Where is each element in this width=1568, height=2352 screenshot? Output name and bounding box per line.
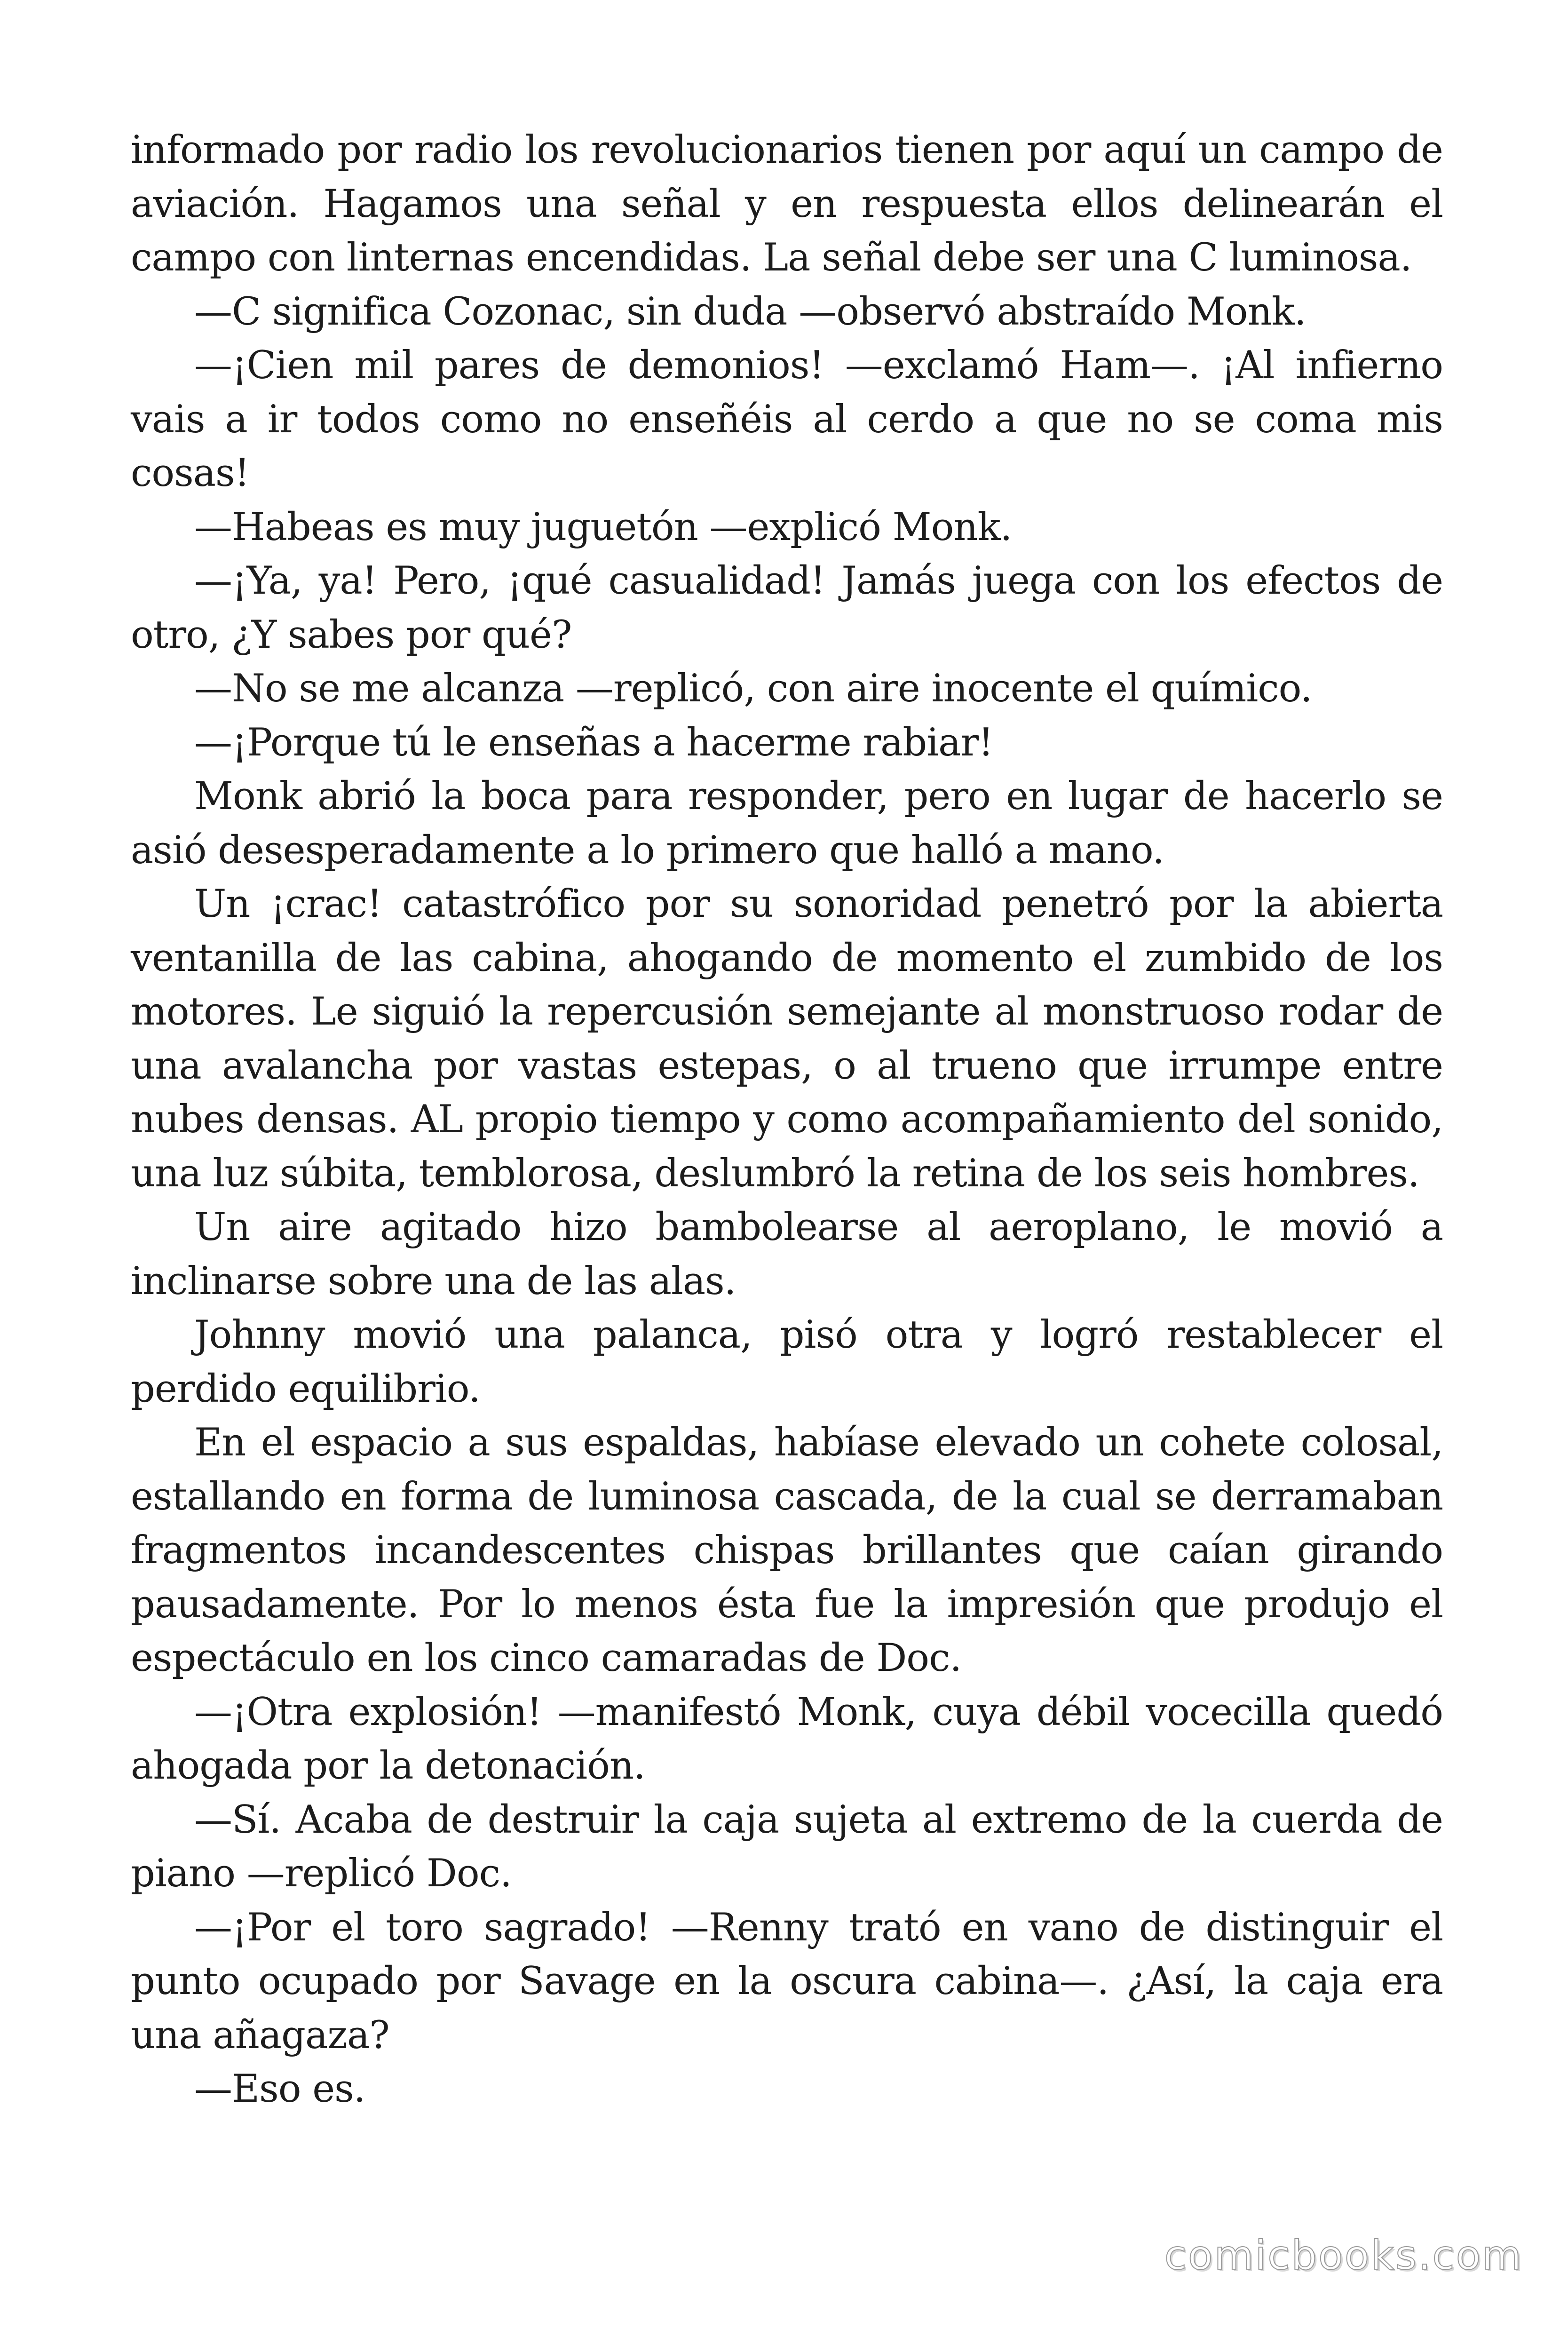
paragraph: Johnny movió una palanca, pisó otra y logró restablecer el perdido equilibrio. — [131, 1313, 1443, 1411]
watermark-logo: comicbooks.com — [1164, 2232, 1523, 2279]
paragraph: —Sí. Acaba de destruir la caja sujeta al extremo de la cuerda de piano —replicó Doc. — [131, 1797, 1443, 1896]
paragraph: —¡Porque tú le enseñas a hacerme rabiar! — [194, 720, 993, 765]
paragraph: —Habeas es muy juguetón —explicó Monk. — [194, 505, 1012, 549]
paragraph: —No se me alcanza —replicó, con aire inocente el químico. — [194, 667, 1312, 711]
page-body-text — [131, 123, 1443, 2116]
paragraph: —¡Otra explosión! —manifestó Monk, cuya débil vocecilla quedó ahogada por la detonación. — [131, 1690, 1443, 1788]
paragraph: —¡Por el toro sagrado! —Renny trató en vano de distinguir el punto ocupado por Savage en la oscura cabina—. ¿Así, la caja era una añagaza? — [131, 1905, 1443, 2058]
paragraph: —¡Ya, ya! Pero, ¡qué casualidad! Jamás juega con los efectos de otro, ¿Y sabes por qué? — [131, 559, 1443, 657]
paragraph: informado por radio los revolucionarios tienen por aquí un campo de aviación. Hagamos una señal y en respuesta ellos delinearán el campo con linternas encendidas. La señal debe ser una C luminosa. — [131, 128, 1443, 280]
paragraph: —Eso es. — [194, 2067, 365, 2111]
paragraph: En el espacio a sus espaldas, habíase elevado un cohete colosal, estallando en forma de luminosa cascada, de la cual se derramaban fragmentos incandescentes chispas brillantes que caían girando pausadamente. Por lo menos ésta fue la impresión que produjo el espectáculo en los cinco camaradas de Doc. — [131, 1421, 1443, 1680]
paragraph: —¡Cien mil pares de demonios! —exclamó Ham—. ¡Al infierno vais a ir todos como no enseñéis al cerdo a que no se coma mis cosas! — [131, 343, 1443, 495]
paragraph: Un aire agitado hizo bambolearse al aeroplano, le movió a inclinarse sobre una de las alas. — [131, 1205, 1443, 1303]
paragraph: Un ¡crac! catastrófico por su sonoridad penetró por la abierta ventanilla de las cabina, ahogando de momento el zumbido de los motores. Le siguió la repercusión semejante al monstruoso rodar de una avalancha por vastas estepas, o al trueno que irrumpe entre nubes densas. AL propio tiempo y como acompañamiento del sonido, una luz súbita, temblorosa, deslumbró la retina de los seis hombres. — [131, 882, 1443, 1196]
paragraph: Monk abrió la boca para responder, pero en lugar de hacerlo se asió desesperadamente a lo primero que halló a mano. — [131, 774, 1443, 873]
paragraph: —C significa Cozonac, sin duda —observó abstraído Monk. — [194, 289, 1306, 334]
